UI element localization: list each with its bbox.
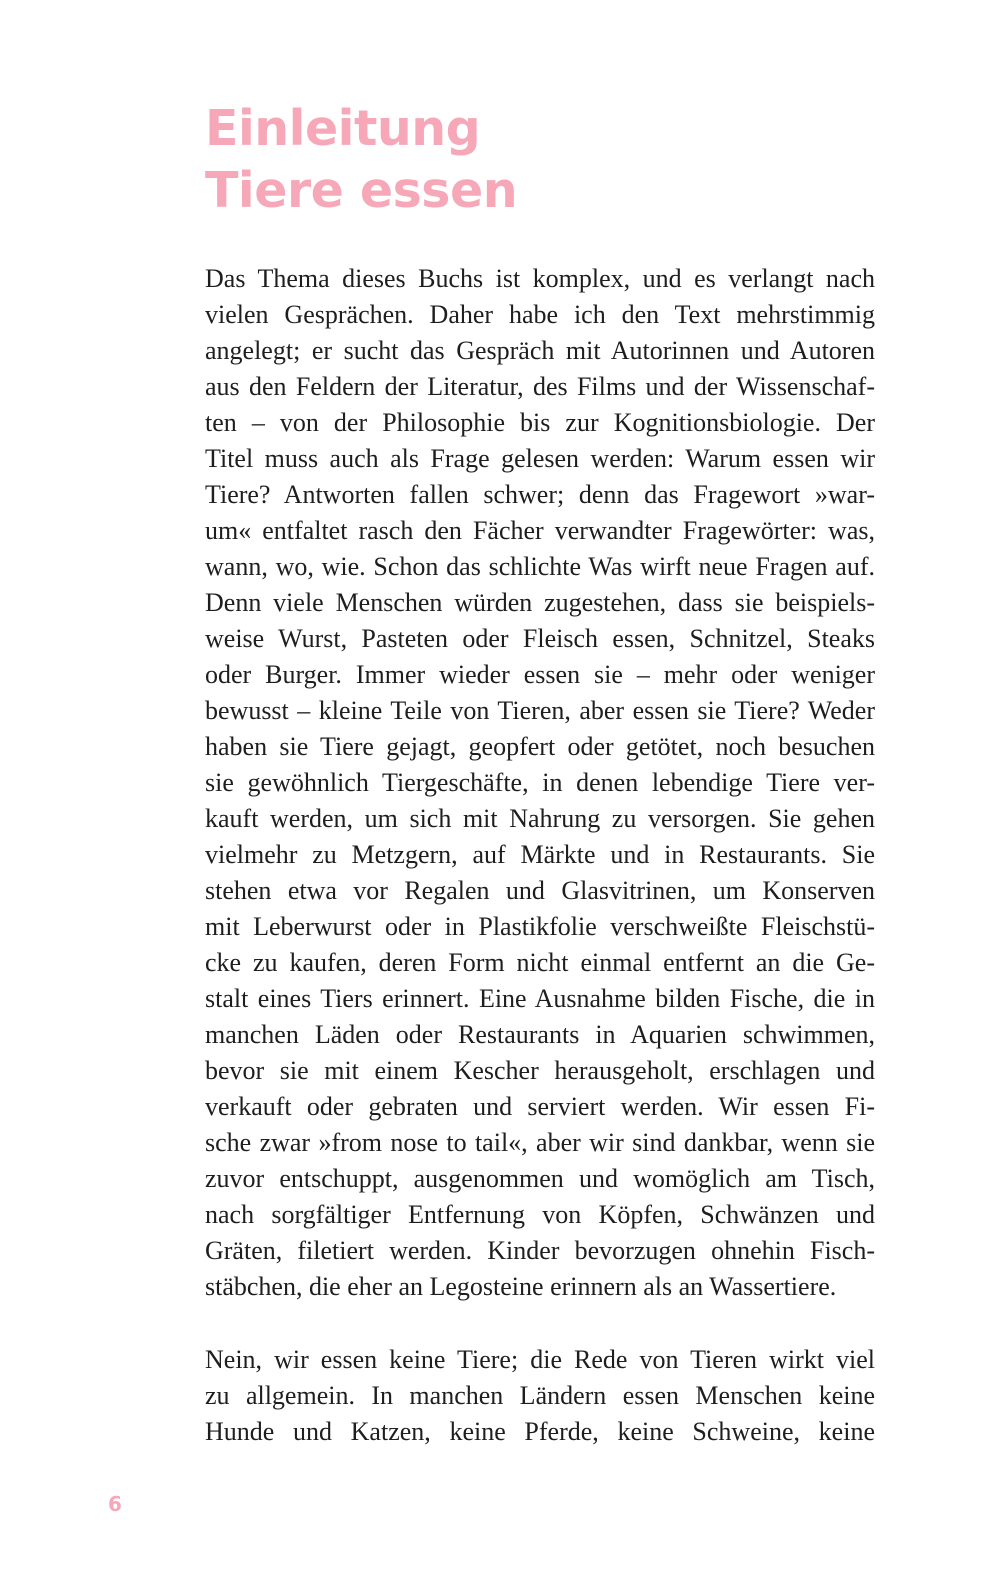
- text-line: kauft werden, um sich mit Nahrung zu versorgen. Sie gehen: [205, 804, 875, 833]
- text-line: zuvor entschuppt, ausgenommen und womöglich am Tisch,: [205, 1164, 875, 1193]
- text-line: Das Thema dieses Buchs ist komplex, und es verlangt nach: [205, 264, 875, 293]
- text-line: Titel muss auch als Frage gelesen werden: Warum essen wir: [205, 444, 875, 473]
- text-line: vielen Gesprächen. Daher habe ich den Text mehrstimmig: [205, 300, 875, 329]
- text-line: wann, wo, wie. Schon das schlichte Was wirft neue Fragen auf.: [205, 552, 875, 581]
- chapter-heading-line-2: Tiere essen: [205, 162, 518, 219]
- text-line: sie gewöhnlich Tiergeschäfte, in denen lebendige Tiere ver-: [205, 768, 875, 797]
- text-line: Gräten, filetiert werden. Kinder bevorzugen ohnehin Fisch-: [205, 1236, 875, 1265]
- paragraph-2: [205, 1342, 875, 1450]
- text-line: um« entfaltet rasch den Fächer verwandter Fragewörter: was,: [205, 516, 875, 545]
- text-line: mit Leberwurst oder in Plastikfolie verschweißte Fleischstü-: [205, 912, 875, 941]
- text-line: manchen Läden oder Restaurants in Aquarien schwimmen,: [205, 1020, 875, 1049]
- text-line: bevor sie mit einem Kescher herausgeholt, erschlagen und: [205, 1056, 875, 1085]
- text-line: cke zu kaufen, deren Form nicht einmal entfernt an die Ge-: [205, 948, 875, 977]
- text-line: Nein, wir essen keine Tiere; die Rede von Tieren wirkt viel: [205, 1345, 875, 1374]
- text-line: stäbchen, die eher an Legosteine erinnern als an Wassertiere.: [205, 1272, 837, 1301]
- text-line: bewusst – kleine Teile von Tieren, aber essen sie Tiere? Weder: [205, 696, 875, 725]
- page-number: 6: [108, 1492, 122, 1516]
- text-line: vielmehr zu Metzgern, auf Märkte und in Restaurants. Sie: [205, 840, 875, 869]
- text-line: angelegt; er sucht das Gespräch mit Autorinnen und Autoren: [205, 336, 875, 365]
- text-line: aus den Feldern der Literatur, des Films und der Wissenschaf-: [205, 372, 875, 401]
- text-line: Hunde und Katzen, keine Pferde, keine Schweine, keine: [205, 1417, 875, 1446]
- text-line: weise Wurst, Pasteten oder Fleisch essen, Schnitzel, Steaks: [205, 624, 875, 653]
- text-line: haben sie Tiere gejagt, geopfert oder getötet, noch besuchen: [205, 732, 875, 761]
- text-line: sche zwar »from nose to tail«, aber wir sind dankbar, wenn sie: [205, 1128, 875, 1157]
- paragraph-1: [205, 261, 875, 1305]
- chapter-heading: [205, 98, 517, 222]
- text-line: stalt eines Tiers erinnert. Eine Ausnahme bilden Fische, die in: [205, 984, 875, 1013]
- text-line: verkauft oder gebraten und serviert werden. Wir essen Fi-: [205, 1092, 875, 1121]
- text-line: stehen etwa vor Regalen und Glasvitrinen, um Konserven: [205, 876, 875, 905]
- text-line: nach sorgfältiger Entfernung von Köpfen, Schwänzen und: [205, 1200, 875, 1229]
- chapter-heading-line-1: Einleitung: [205, 100, 481, 157]
- text-line: Tiere? Antworten fallen schwer; denn das Fragewort »war-: [205, 480, 875, 509]
- text-line: zu allgemein. In manchen Ländern essen Menschen keine: [205, 1381, 875, 1410]
- text-line: Denn viele Menschen würden zugestehen, dass sie beispiels-: [205, 588, 875, 617]
- text-line: ten – von der Philosophie bis zur Kognitionsbiologie. Der: [205, 408, 875, 437]
- text-line: oder Burger. Immer wieder essen sie – mehr oder weniger: [205, 660, 875, 689]
